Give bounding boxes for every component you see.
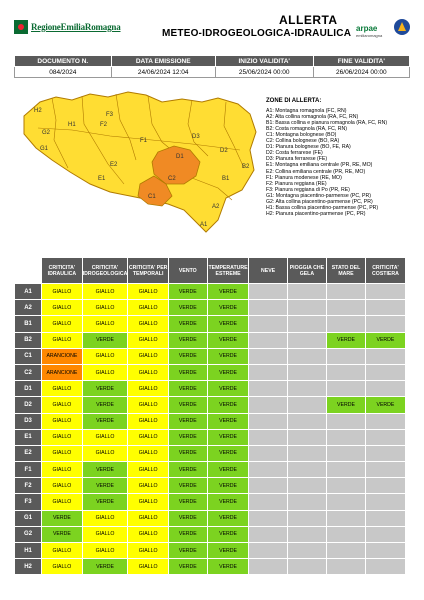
alert-level-cell: VERDE xyxy=(168,413,207,429)
alert-level-cell: VERDE xyxy=(327,397,366,413)
alert-level-cell: VERDE xyxy=(207,559,249,575)
alert-level-cell: GIALLO xyxy=(42,300,83,316)
alert-level-cell xyxy=(249,526,287,542)
alert-grid-body xyxy=(15,284,406,575)
alert-level-cell: GIALLO xyxy=(128,381,169,397)
alert-grid-row xyxy=(15,510,406,526)
alert-grid-row xyxy=(15,559,406,575)
alert-level-cell xyxy=(249,445,287,461)
map-label-d2: D2 xyxy=(220,148,228,154)
alert-level-cell xyxy=(327,478,366,494)
alert-level-cell xyxy=(287,300,326,316)
alert-grid-row xyxy=(15,478,406,494)
map-label-b2: B2 xyxy=(242,164,250,170)
zone-code-cell: D2 xyxy=(15,397,42,413)
alert-level-cell xyxy=(249,332,287,348)
alert-level-cell: GIALLO xyxy=(42,445,83,461)
alert-level-cell: GIALLO xyxy=(128,413,169,429)
alert-level-cell: VERDE xyxy=(365,332,405,348)
map-label-c1: C1 xyxy=(148,194,156,200)
alert-level-cell xyxy=(365,381,405,397)
alert-level-cell xyxy=(365,494,405,510)
alert-grid-row xyxy=(15,284,406,300)
map-label-f1: F1 xyxy=(140,138,148,144)
alert-level-cell: VERDE xyxy=(168,284,207,300)
alert-level-cell: VERDE xyxy=(168,364,207,380)
alert-level-cell xyxy=(249,413,287,429)
alert-level-cell: GIALLO xyxy=(42,429,83,445)
zone-legend-item: A2: Alta collina romagnola (RA, FC, RN) xyxy=(266,114,359,121)
alert-level-cell xyxy=(287,462,326,478)
zone-code-cell: H1 xyxy=(15,543,42,559)
alert-level-cell: VERDE xyxy=(207,381,249,397)
alert-level-cell xyxy=(287,364,326,380)
alert-level-cell: GIALLO xyxy=(128,526,169,542)
alert-level-cell: VERDE xyxy=(82,413,128,429)
alert-level-cell xyxy=(287,316,326,332)
meta-header-document: DOCUMENTO N. xyxy=(15,56,112,67)
zone-code-cell: A1 xyxy=(15,284,42,300)
zone-code-cell: G2 xyxy=(15,526,42,542)
alert-level-cell: VERDE xyxy=(207,462,249,478)
map-label-h2: H2 xyxy=(34,108,42,114)
zone-legend-item: D2: Costa ferrarese (FE) xyxy=(266,150,323,157)
alert-grid-row xyxy=(15,348,406,364)
col-pioggia-gela: PIOGGIA CHE GELA xyxy=(287,258,326,284)
alert-level-cell xyxy=(287,494,326,510)
alert-level-cell: GIALLO xyxy=(82,543,128,559)
map-label-a1: A1 xyxy=(200,222,208,228)
alert-level-cell xyxy=(365,445,405,461)
alert-level-cell xyxy=(365,348,405,364)
alert-level-cell: VERDE xyxy=(207,445,249,461)
alert-level-cell xyxy=(365,510,405,526)
alert-grid-row xyxy=(15,494,406,510)
alert-level-cell xyxy=(365,543,405,559)
alert-level-cell: GIALLO xyxy=(128,462,169,478)
alert-level-cell xyxy=(287,429,326,445)
alert-level-cell: GIALLO xyxy=(42,559,83,575)
alert-level-cell: VERDE xyxy=(207,429,249,445)
alert-level-cell: GIALLO xyxy=(42,413,83,429)
map-label-f2: F2 xyxy=(100,122,108,128)
col-criticita-temporali: CRITICITA' PER TEMPORALI xyxy=(128,258,169,284)
zone-code-cell: A2 xyxy=(15,300,42,316)
alert-level-cell: VERDE xyxy=(207,300,249,316)
meta-end-date: 26/06/2024 00:00 xyxy=(313,67,409,78)
document-header xyxy=(14,10,410,50)
arpae-logo-subtext: emiliaromagna xyxy=(356,33,383,38)
zone-legend-item: B2: Costa romagnola (RA, FC, RN) xyxy=(266,126,348,133)
alert-level-cell: VERDE xyxy=(207,494,249,510)
alert-level-cell xyxy=(287,348,326,364)
alert-level-cell: GIALLO xyxy=(42,494,83,510)
alert-level-cell xyxy=(365,364,405,380)
zone-legend-item: G2: Alta collina piacentino-parmense (PC, PR) xyxy=(266,198,373,205)
alert-level-cell xyxy=(327,559,366,575)
alert-grid-row xyxy=(15,429,406,445)
alert-level-cell xyxy=(287,543,326,559)
alert-grid-row xyxy=(15,526,406,542)
zone-legend xyxy=(266,98,418,217)
alert-level-cell xyxy=(287,526,326,542)
alert-level-cell xyxy=(287,381,326,397)
alert-level-cell: VERDE xyxy=(168,510,207,526)
alert-level-cell: GIALLO xyxy=(128,494,169,510)
map-label-b1: B1 xyxy=(222,176,230,182)
alert-level-cell: GIALLO xyxy=(42,332,83,348)
alert-level-cell: GIALLO xyxy=(128,364,169,380)
alert-level-cell: VERDE xyxy=(82,559,128,575)
alert-level-cell: VERDE xyxy=(207,316,249,332)
alert-level-cell: GIALLO xyxy=(82,316,128,332)
regione-emblem-icon xyxy=(14,20,28,34)
alert-level-cell: GIALLO xyxy=(128,284,169,300)
alert-level-cell xyxy=(249,364,287,380)
alert-title: ALLERTA xyxy=(279,13,338,27)
alert-grid-row xyxy=(15,413,406,429)
alert-level-cell xyxy=(287,559,326,575)
protezione-civile-logo-icon xyxy=(394,19,410,35)
alert-level-cell xyxy=(327,526,366,542)
alert-level-cell: ARANCIONE xyxy=(42,364,83,380)
alert-level-cell: VERDE xyxy=(82,494,128,510)
alert-level-cell: VERDE xyxy=(168,381,207,397)
alert-level-cell xyxy=(327,462,366,478)
alert-level-cell: GIALLO xyxy=(128,316,169,332)
col-criticita-idrogeologica: CRITICITA' IDROGEOLOGICA xyxy=(82,258,128,284)
alert-level-cell: GIALLO xyxy=(128,478,169,494)
meta-start-date: 25/06/2024 00:00 xyxy=(215,67,313,78)
alert-level-cell xyxy=(327,445,366,461)
meta-header-issued: DATA EMISSIONE xyxy=(111,56,215,67)
alert-level-cell: VERDE xyxy=(207,478,249,494)
alert-level-cell: GIALLO xyxy=(128,510,169,526)
alert-level-cell: VERDE xyxy=(207,413,249,429)
col-neve: NEVE xyxy=(249,258,287,284)
alert-level-cell: GIALLO xyxy=(42,478,83,494)
alert-level-cell xyxy=(249,284,287,300)
alert-level-cell xyxy=(365,300,405,316)
zone-legend-item: H2: Pianura piacentino-parmense (PC, PR) xyxy=(266,210,366,217)
alert-grid-row xyxy=(15,543,406,559)
alert-level-cell xyxy=(287,284,326,300)
alert-zones-map xyxy=(12,80,264,243)
alert-level-cell xyxy=(327,494,366,510)
alert-level-cell: GIALLO xyxy=(42,381,83,397)
alert-level-cell: VERDE xyxy=(168,300,207,316)
alert-level-cell xyxy=(249,510,287,526)
alert-level-cell: VERDE xyxy=(82,478,128,494)
alert-grid-row xyxy=(15,300,406,316)
zone-code-cell: H2 xyxy=(15,559,42,575)
alert-level-cell: VERDE xyxy=(168,445,207,461)
alert-level-cell: VERDE xyxy=(207,510,249,526)
alert-level-cell: VERDE xyxy=(82,397,128,413)
alert-level-cell: GIALLO xyxy=(82,300,128,316)
alert-grid-row xyxy=(15,462,406,478)
alert-level-cell: GIALLO xyxy=(42,543,83,559)
map-label-e2: E2 xyxy=(110,162,118,168)
alert-grid-row xyxy=(15,332,406,348)
alert-level-cell: VERDE xyxy=(82,381,128,397)
alert-level-cell: GIALLO xyxy=(128,332,169,348)
col-temperature-estreme: TEMPERATURE ESTREME xyxy=(207,258,249,284)
zone-legend-item: H1: Bassa collina piacentino-parmense (PC, PR) xyxy=(266,204,379,211)
alert-level-cell: GIALLO xyxy=(82,429,128,445)
alert-level-cell: VERDE xyxy=(82,462,128,478)
arpae-logo-text: arpae xyxy=(356,24,378,33)
meta-header-start: INIZIO VALIDITA' xyxy=(215,56,313,67)
zone-legend-item: F1: Pianura modenese (RE, MO) xyxy=(266,174,342,181)
zone-code-cell: C2 xyxy=(15,364,42,380)
alert-level-cell: GIALLO xyxy=(82,445,128,461)
alert-level-cell: GIALLO xyxy=(42,397,83,413)
map-label-g2: G2 xyxy=(42,130,51,136)
map-label-f3: F3 xyxy=(106,112,114,118)
alert-level-cell xyxy=(327,348,366,364)
alert-level-cell xyxy=(365,429,405,445)
alert-level-cell: GIALLO xyxy=(128,429,169,445)
alert-level-cell: GIALLO xyxy=(128,445,169,461)
alert-grid-row xyxy=(15,316,406,332)
zone-legend-item: C1: Montagna bolognese (BO) xyxy=(266,132,337,139)
alert-level-cell xyxy=(327,413,366,429)
alert-level-cell xyxy=(365,462,405,478)
alert-level-cell xyxy=(249,478,287,494)
zone-code-cell: C1 xyxy=(15,348,42,364)
arpae-logo xyxy=(356,24,382,38)
zone-legend-list xyxy=(266,108,418,217)
alert-level-cell xyxy=(365,284,405,300)
alert-level-cell: VERDE xyxy=(327,332,366,348)
col-vento: VENTO xyxy=(168,258,207,284)
zone-legend-item: A1: Montagna romagnola (FC, RN) xyxy=(266,108,347,115)
zone-code-cell: D3 xyxy=(15,413,42,429)
alert-level-cell xyxy=(327,284,366,300)
alert-level-cell xyxy=(249,348,287,364)
alert-level-cell xyxy=(249,462,287,478)
alert-level-cell: VERDE xyxy=(168,478,207,494)
col-stato-mare: STATO DEL MARE xyxy=(327,258,366,284)
alert-level-cell xyxy=(287,397,326,413)
alert-level-cell xyxy=(365,559,405,575)
map-label-c2: C2 xyxy=(168,176,176,182)
zone-legend-item: E1: Montagna emiliana centrale (PR, RE, MO) xyxy=(266,162,373,169)
alert-level-cell: VERDE xyxy=(168,332,207,348)
alert-level-cell: VERDE xyxy=(207,332,249,348)
alert-level-cell xyxy=(365,526,405,542)
alert-level-cell: VERDE xyxy=(168,316,207,332)
zone-code-cell: E2 xyxy=(15,445,42,461)
alert-level-cell: GIALLO xyxy=(82,510,128,526)
alert-level-cell: GIALLO xyxy=(128,543,169,559)
alert-level-cell xyxy=(327,381,366,397)
alert-level-cell: VERDE xyxy=(168,462,207,478)
alert-level-cell: GIALLO xyxy=(42,316,83,332)
alert-level-cell xyxy=(287,478,326,494)
map-label-d3: D3 xyxy=(192,134,200,140)
alert-grid-header-row xyxy=(15,258,406,284)
zone-legend-item: D1: Pianura bolognese (BO, FE, RA) xyxy=(266,144,351,151)
alert-level-cell xyxy=(249,543,287,559)
zone-code-cell: G1 xyxy=(15,510,42,526)
alert-level-cell xyxy=(327,300,366,316)
alert-grid-row xyxy=(15,364,406,380)
alert-level-cell: VERDE xyxy=(168,397,207,413)
zone-legend-item: C2: Collina bolognese (BO, RA) xyxy=(266,138,340,145)
alert-level-cell: VERDE xyxy=(168,429,207,445)
alert-grid-table xyxy=(14,257,406,575)
alert-level-cell: GIALLO xyxy=(128,348,169,364)
alert-level-cell: VERDE xyxy=(42,526,83,542)
map-label-h1: H1 xyxy=(68,122,76,128)
meta-issued-date: 24/06/2024 12:04 xyxy=(111,67,215,78)
zone-code-cell: E1 xyxy=(15,429,42,445)
alert-level-cell: GIALLO xyxy=(128,559,169,575)
zone-legend-item: B1: Bassa collina e pianura romagnola (RA, FC, RN) xyxy=(266,120,388,127)
alert-level-cell: VERDE xyxy=(207,397,249,413)
alert-grid-row xyxy=(15,445,406,461)
region-map-svg xyxy=(12,80,264,243)
meta-document-number: 084/2024 xyxy=(15,67,112,78)
alert-level-cell: VERDE xyxy=(207,364,249,380)
alert-level-cell: VERDE xyxy=(168,494,207,510)
alert-level-cell xyxy=(249,381,287,397)
alert-subtitle: METEO-IDROGEOLOGICA-IDRAULICA xyxy=(162,28,352,39)
alert-level-cell: GIALLO xyxy=(82,364,128,380)
alert-grid-row xyxy=(15,397,406,413)
alert-level-cell xyxy=(249,429,287,445)
zone-legend-item: D3: Pianura ferrarese (FE) xyxy=(266,156,328,163)
zone-legend-item: E2: Collina emiliana centrale (PR, RE, MO) xyxy=(266,168,366,175)
alert-level-cell xyxy=(249,494,287,510)
alert-level-cell xyxy=(365,478,405,494)
alert-level-cell xyxy=(327,543,366,559)
alert-level-cell: VERDE xyxy=(365,397,405,413)
map-yellow-region xyxy=(24,92,256,232)
alert-level-cell: ARANCIONE xyxy=(42,348,83,364)
zone-code-cell: F1 xyxy=(15,462,42,478)
alert-level-cell xyxy=(365,316,405,332)
alert-level-cell: VERDE xyxy=(168,543,207,559)
col-criticita-idraulica: CRITICITA' IDRAULICA xyxy=(42,258,83,284)
zone-legend-title: ZONE DI ALLERTA: xyxy=(266,98,322,104)
alert-grid-corner xyxy=(15,258,42,284)
alert-level-cell: VERDE xyxy=(207,348,249,364)
alert-level-cell: GIALLO xyxy=(82,526,128,542)
map-label-g1: G1 xyxy=(40,146,49,152)
alert-level-cell xyxy=(249,559,287,575)
alert-level-cell xyxy=(249,316,287,332)
zone-code-cell: F3 xyxy=(15,494,42,510)
alert-level-cell xyxy=(365,413,405,429)
alert-level-cell: VERDE xyxy=(168,526,207,542)
alert-level-cell: GIALLO xyxy=(128,300,169,316)
regione-logo xyxy=(14,20,121,34)
map-label-d1: D1 xyxy=(176,154,184,160)
alert-level-cell: VERDE xyxy=(168,348,207,364)
alert-level-cell xyxy=(287,332,326,348)
regione-logo-text: RegioneEmiliaRomagna xyxy=(31,22,121,32)
alert-level-cell: VERDE xyxy=(207,284,249,300)
alert-level-cell: VERDE xyxy=(42,510,83,526)
meta-header-end: FINE VALIDITA' xyxy=(313,56,409,67)
map-label-a2: A2 xyxy=(212,204,220,210)
alert-level-cell: GIALLO xyxy=(128,397,169,413)
alert-level-cell xyxy=(287,445,326,461)
zone-code-cell: D1 xyxy=(15,381,42,397)
zone-code-cell: B1 xyxy=(15,316,42,332)
alert-level-cell: VERDE xyxy=(168,559,207,575)
document-meta-table xyxy=(14,55,410,78)
zone-code-cell: B2 xyxy=(15,332,42,348)
alert-level-cell xyxy=(287,510,326,526)
zone-legend-item: F2: Pianura reggiana (RE) xyxy=(266,180,327,187)
alert-level-cell: GIALLO xyxy=(82,348,128,364)
alert-level-cell: GIALLO xyxy=(82,284,128,300)
alert-level-cell xyxy=(327,316,366,332)
alert-level-cell xyxy=(327,510,366,526)
zone-legend-item: F3: Pianura reggiana di Po (PR, RE) xyxy=(266,186,350,193)
zone-legend-item: G1: Montagna piacentino-parmense (PC, PR) xyxy=(266,192,371,199)
zone-code-cell: F2 xyxy=(15,478,42,494)
alert-level-cell: GIALLO xyxy=(42,462,83,478)
alert-level-cell xyxy=(249,300,287,316)
alert-level-cell xyxy=(287,413,326,429)
alert-level-cell: VERDE xyxy=(82,332,128,348)
alert-grid-row xyxy=(15,381,406,397)
alert-level-cell: GIALLO xyxy=(42,284,83,300)
alert-level-cell: VERDE xyxy=(207,526,249,542)
alert-level-cell xyxy=(327,429,366,445)
col-criticita-costiera: CRITICITA' COSTIERA xyxy=(365,258,405,284)
alert-level-cell xyxy=(327,364,366,380)
alert-level-cell xyxy=(249,397,287,413)
alert-level-cell: VERDE xyxy=(207,543,249,559)
map-label-e1: E1 xyxy=(98,176,106,182)
